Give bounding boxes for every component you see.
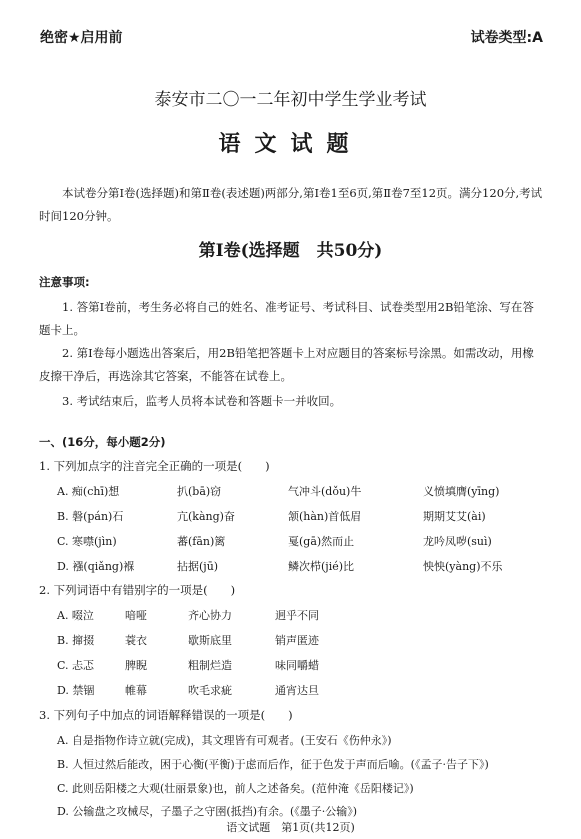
confidential-label: 绝密★启用前	[40, 30, 123, 46]
option-text: 粗制烂造	[188, 659, 232, 672]
option-text: 扒(bā)窃	[177, 485, 222, 498]
option-text: 亢(kàng)奋	[177, 510, 235, 523]
option-text: 销声匿迹	[275, 634, 319, 647]
option-text: 喑哑	[125, 609, 147, 622]
option-text: 迥乎不同	[275, 609, 319, 622]
option-text: 期期艾艾(ài)	[423, 510, 486, 523]
option-text: C. 忐忑	[57, 659, 95, 672]
option-text: 味同嚼蜡	[275, 659, 319, 672]
option-text: 龙吟凤哕(suì)	[423, 535, 492, 548]
option-text: 拈据(jū)	[177, 560, 219, 573]
exam-title: 泰安市二〇一二年初中学生学业考试	[154, 90, 427, 110]
option-text: A. 啜泣	[57, 609, 94, 622]
option-text: 怏怏(yàng)不乐	[423, 560, 503, 573]
option-text: D. 襁(qiǎng)褓	[57, 560, 135, 573]
notes-title: 注意事项:	[39, 275, 90, 289]
option-text: 齐心协力	[188, 609, 232, 622]
question-1-stem: 1. 下列加点字的注音完全正确的一项是( )	[39, 459, 270, 473]
paper-type-label: 试卷类型:A	[470, 30, 543, 46]
option-text: A. 痴(chī)想	[57, 485, 120, 498]
option-text: 蓑衣	[125, 634, 147, 647]
option-text: B. 磐(pán)石	[57, 510, 124, 523]
note-item-1: 1. 答第Ⅰ卷前，考生务必将自己的姓名、准考证号、考试科目、试卷类型用2B铅笔涂、写在答题卡上。	[39, 300, 534, 337]
option-text: 鳞次栉(jié)比	[288, 560, 355, 573]
part-heading: 一、(16分，每小题2分)	[39, 435, 166, 449]
option-text: 戛(gā)然而止	[288, 535, 355, 548]
option-text: C. 寒噤(jìn)	[57, 535, 117, 548]
option-text: 帷幕	[125, 684, 147, 697]
intro-paragraph: 本试卷分第Ⅰ卷(选择题)和第Ⅱ卷(表述题)两部分,第Ⅰ卷1至6页,第Ⅱ卷7至12页。满分120分,考试时间120分钟。	[39, 186, 543, 223]
question-3-option-d: D. 公输盘之攻械尽，子墨子之守圉(抵挡)有余。(《墨子·公输》)	[57, 805, 358, 818]
question-2-stem: 2. 下列词语中有错别字的一项是( )	[39, 583, 236, 597]
option-text: B. 撺掇	[57, 634, 95, 647]
option-text: 义愤填膺(yīng)	[423, 485, 500, 498]
option-text: 通宵达旦	[275, 684, 319, 697]
note-item-2: 2. 第Ⅰ卷每小题选出答案后，用2B铅笔把答题卡上对应题目的答案标号涂黑。如需改动，用橡皮擦干净后，再选涂其它答案，不能答在试卷上。	[39, 346, 534, 383]
option-text: 歇斯底里	[188, 634, 232, 647]
option-text: D. 禁锢	[57, 684, 95, 697]
question-3-option-a: A. 自是指物作诗立就(完成)，其文理皆有可观者。(王安石《伤仲永》)	[57, 734, 392, 747]
option-text: 颔(hàn)首低眉	[288, 510, 362, 523]
subject-title: 语文试题	[218, 131, 363, 157]
option-text: 吹毛求疵	[188, 684, 232, 697]
option-text: 气冲斗(dǒu)牛	[288, 485, 362, 498]
question-3-option-b: B. 人恒过然后能改，困于心衡(平衡)于虑而后作，征于色发于声而后喻。(《孟子·告子下》)	[57, 758, 489, 771]
note-item-3: 3. 考试结束后，监考人员将本试卷和答题卡一并收回。	[62, 394, 342, 408]
option-text: 脾睨	[125, 659, 147, 672]
option-text: 蕃(fān)篱	[177, 535, 226, 548]
page-footer: 语文试题 第1页(共12页)	[226, 821, 355, 834]
question-3-option-c: C. 此则岳阳楼之大观(壮丽景象)也，前人之述备矣。(范仲淹《岳阳楼记》)	[57, 782, 414, 795]
section-title: 第Ⅰ卷(选择题 共50分)	[198, 241, 383, 261]
question-3-stem: 3. 下列句子中加点的词语解释错误的一项是( )	[39, 708, 293, 722]
